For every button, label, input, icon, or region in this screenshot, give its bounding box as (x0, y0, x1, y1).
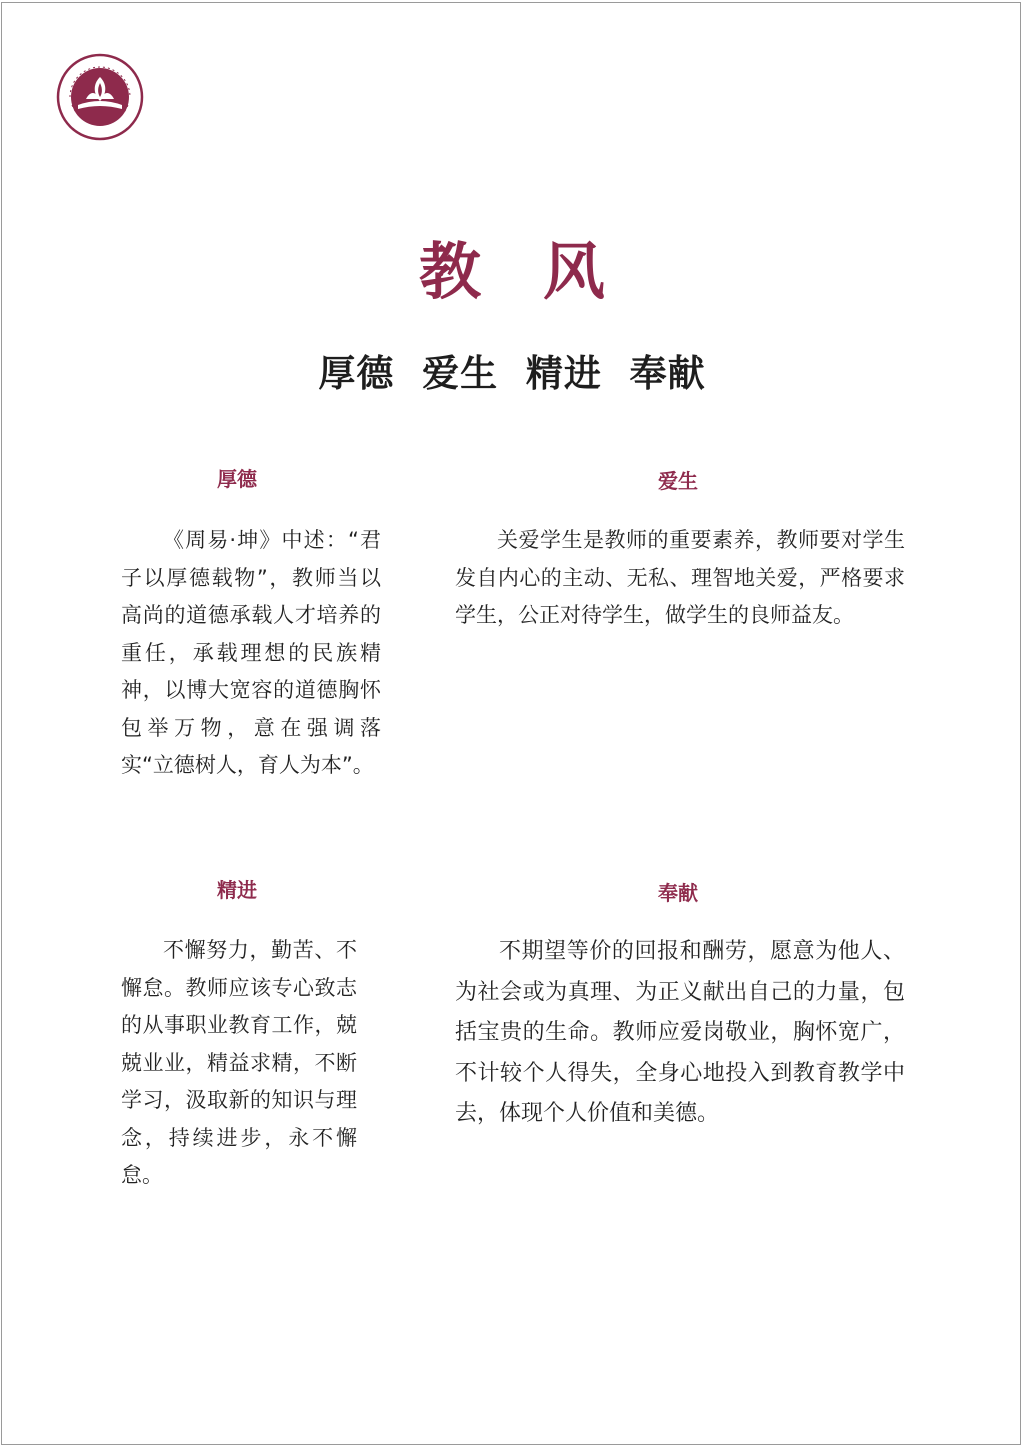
section-body-fengxian: 不期望等价的回报和酬劳，愿意为他人、为社会或为真理、为正义献出自己的力量，包括宝贵的生命。教师应爱岗敬业，胸怀宽广，不计较个人得失，全身心地投入到教育教学中去，体现个人价值和美德。 (455, 939, 905, 1126)
section-body-houde: 《周易·坤》中述：“君子以厚德载物”，教师当以高尚的道德承载人才培养的重任，承载理想的民族精神，以博大宽容的道德胸怀包举万物，意在强调落实“立德树人，育人为本”。 (121, 528, 381, 777)
section-body-aisheng: 关爱学生是教师的重要素养，教师要对学生发自内心的主动、无私、理智地关爱，严格要求学生，公正对待学生，做学生的良师益友。 (455, 528, 905, 627)
page-title: 教风 (418, 235, 667, 308)
college-seal-icon (56, 53, 144, 141)
section-body-jingjin: 不懈努力，勤苦、不懈怠。教师应该专心致志的从事职业教育工作，兢兢业业，精益求精，不断学习，汲取新的知识与理念，持续进步，永不懈怠。 (121, 938, 357, 1187)
section-heading-aisheng: 爱生 (658, 469, 698, 493)
section-heading-fengxian: 奉献 (658, 881, 698, 905)
section-heading-houde: 厚德 (217, 467, 257, 491)
section-heading-jingjin: 精进 (217, 878, 257, 902)
college-logo-icon (56, 53, 144, 141)
motto-subtitle: 厚德 爱生 精进 奉献 (318, 352, 706, 395)
